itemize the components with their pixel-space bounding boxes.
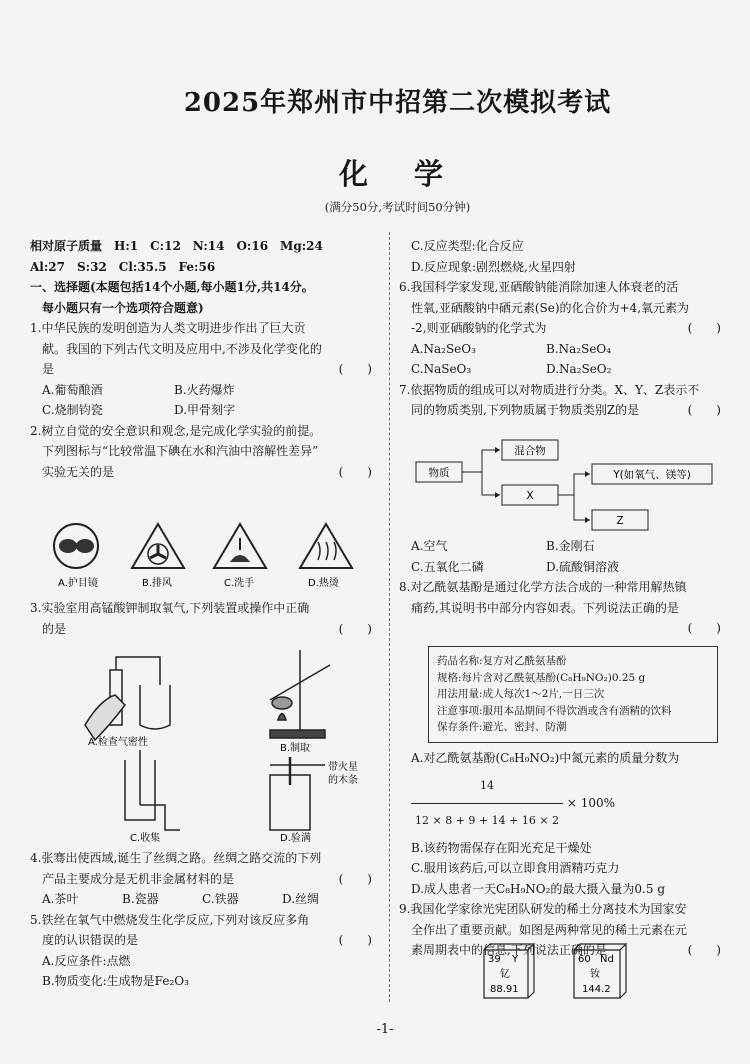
page-number: -1-	[376, 1022, 394, 1037]
q3-answer-blank: ( )	[338, 621, 372, 636]
q7-option-b: B.金刚石	[546, 539, 595, 553]
exam-note: (满分50分,考试时间50分钟)	[324, 200, 471, 214]
yttrium-symbol: Y	[512, 954, 519, 965]
q1-options-row-1	[30, 380, 380, 401]
q7-classification-diagram	[412, 438, 722, 534]
q6-option-a: A.Na₂SeO₃	[411, 341, 476, 356]
q9-element-cards	[480, 940, 650, 1004]
q9-stem-end: 素周期表中的信息,下列说法正确的是	[411, 943, 607, 957]
q3-line-2	[30, 619, 380, 640]
q7-option-d: D.硫酸铜溶液	[546, 559, 620, 574]
q8-option-d: D.成人患者一天C₈H₉NO₂的最大摄入量为0.5 g	[411, 881, 666, 896]
q3-caption-c: C.收集	[130, 833, 161, 844]
q6-option-d: D.Na₂SeO₂	[546, 362, 612, 376]
q3-apparatus-figures	[40, 645, 380, 845]
q5-answer-blank: ( )	[338, 933, 372, 947]
q4-answer-blank: ( )	[338, 871, 372, 886]
drug-label-line-1: 药品名称:复方对乙酰氨基酚	[437, 655, 567, 667]
q2-icon-label-c: C.洗手	[224, 578, 255, 589]
q1-line-1: 1.中华民族的发明创造为人类文明进步作出了巨大贡	[30, 321, 306, 335]
atomic-mass-line-2: Al:27 S:32 Cl:35.5 Fe:56	[30, 259, 216, 274]
heating-apparatus-figure	[270, 650, 330, 738]
q1-option-b: B.火药爆炸	[174, 382, 235, 397]
q6-line-2: 性氧,亚硒酸钠中硒元素(Se)的化合价为+4,氧元素为	[411, 300, 690, 315]
x-branch-lines	[558, 474, 590, 520]
q8-option-a-formula	[399, 769, 729, 838]
q8-line-1: 8.对乙酰氨基酚是通过化学方法合成的一种常用解热镇	[399, 580, 687, 594]
q6-answer-blank: ( )	[687, 321, 721, 335]
full-test-figure	[270, 757, 325, 830]
q6-line-3	[399, 318, 729, 339]
q6-line-1: 6.我国科学家发现,亚硒酸钠能消除加速人体衰老的活	[399, 280, 679, 294]
q3-label-wood-2: 的木条	[328, 775, 358, 786]
goggles-icon	[54, 524, 98, 568]
q9-line-2: 全作出了重要贡献。如图是两种常见的稀土元素在元	[411, 922, 688, 937]
formula-tail: × 100%	[566, 795, 616, 810]
q7-stem-end: 同的物质类别,下列物质属于物质类别Z的是	[411, 403, 640, 417]
atomic-mass-line-1: 相对原子质量 H:1 C:12 N:14 O:16 Mg:24	[30, 239, 323, 253]
q2-line-2: 下列图标与“比较常温下碘在水和汽油中溶解性差异”	[42, 444, 319, 458]
q1-option-d: D.甲骨刻字	[174, 403, 236, 417]
q6-stem-end: -2,则亚硒酸钠的化学式为	[411, 321, 547, 335]
q8-option-b: B.该药物需保存在阳光充足干燥处	[411, 840, 592, 855]
q6-options-row-1	[399, 339, 729, 360]
q9-answer-blank: ( )	[687, 943, 721, 957]
q6-options-row-2	[399, 359, 729, 380]
drug-label-line-2: 规格:每片含对乙酰氨基酚(C₈H₉NO₂)0.25 g	[437, 671, 646, 684]
section-1-subheading: 每小题只有一个选项符合题意)	[42, 300, 204, 315]
q8-option-a: A.对乙酰氨基酚(C₈H₉NO₂)中氮元素的质量分数为	[411, 751, 680, 765]
q8-option-c: C.服用该药后,可以立即食用酒精巧克力	[411, 861, 620, 875]
q2-icon-label-d: D.热烫	[308, 578, 339, 589]
q1-option-a: A.葡萄酿酒	[42, 382, 103, 397]
q4-option-c: C.铁器	[202, 892, 239, 906]
q2-icon-label-a: A.护目镜	[58, 578, 98, 589]
gas-collection-figure	[125, 750, 180, 830]
neodymium-mass: 144.2	[582, 984, 611, 995]
mixture-label: 混合物	[514, 445, 546, 457]
drug-label-line-4: 注意事项:服用本品期间不得饮酒或含有酒精的饮料	[437, 704, 672, 717]
q3-caption-d: D.验满	[280, 833, 311, 844]
matter-label: 物质	[428, 467, 450, 479]
q5-option-a: A.反应条件:点燃	[42, 953, 131, 968]
q6-option-c: C.NaSeO₃	[411, 362, 472, 376]
q2-answer-blank: ( )	[338, 464, 372, 479]
q4-option-b: B.瓷器	[122, 892, 159, 906]
q3-caption-a: A.检查气密性	[88, 737, 148, 748]
hand-wash-icon	[214, 524, 266, 568]
q1-options-row-2	[30, 400, 380, 421]
q1-line-2: 献。我国的下列古代文明及应用中,不涉及化学变化的	[42, 341, 322, 356]
exhaust-fan-icon	[132, 524, 184, 568]
q3-line-1: 3.实验室用高锰酸钾制取氧气,下列装置或操作中正确	[30, 601, 310, 615]
q5-option-c: C.反应类型:化合反应	[411, 239, 524, 253]
q5-line-1: 5.铁丝在氧气中燃烧发生化学反应,下列对该反应多角	[30, 912, 310, 927]
q4-line-2	[30, 869, 380, 890]
exam-title: 2025年郑州市中招第二次模拟考试	[183, 88, 612, 118]
x-label: X	[526, 490, 534, 502]
right-column	[399, 236, 729, 421]
q2-line-1: 2.树立自觉的安全意识和观念,是完成化学实验的前提。	[30, 423, 322, 438]
section-1-heading: 一、选择题(本题包括14个小题,每小题1分,共14分。	[30, 280, 314, 294]
drug-label-line-5: 保存条件:避光、密封、防潮	[437, 721, 567, 733]
q3-block	[30, 598, 380, 639]
subject-title: 化 学	[338, 157, 462, 191]
q4-stem-end: 产品主要成分是无机非金属材料的是	[42, 871, 235, 886]
q4-options	[30, 889, 380, 910]
q7-answer-blank: ( )	[687, 403, 721, 417]
q7-q8-block	[399, 536, 729, 639]
q7-option-a: A.空气	[411, 539, 448, 553]
column-divider	[389, 232, 390, 1002]
q5-option-b: B.物质变化:生成物是Fe₂O₃	[42, 974, 189, 988]
q7-line-2	[399, 400, 729, 421]
formula-denominator: 12 × 8 + 9 + 14 + 16 × 2	[415, 813, 560, 827]
left-column	[30, 236, 380, 482]
drug-label-box	[428, 646, 718, 743]
z-label: Z	[616, 515, 624, 527]
q2-line-3	[30, 462, 380, 483]
q8-options-block	[399, 748, 729, 961]
q2-stem-end: 实验无关的是	[42, 464, 115, 479]
q3-label-wood-1: 带火星	[328, 762, 358, 773]
yttrium-name: 钇	[500, 969, 510, 980]
yttrium-number: 39	[488, 954, 501, 965]
q5-stem-end: 度的认识错误的是	[42, 933, 139, 947]
q5-line-2	[30, 930, 380, 951]
q2-safety-icons	[40, 520, 380, 592]
neodymium-name: 钕	[590, 969, 600, 980]
q3-stem-end: 的是	[42, 621, 67, 636]
q2-icon-label-b: B.排风	[142, 578, 173, 589]
q1-option-c: C.烧制钧瓷	[42, 403, 103, 417]
y-label: Y(如氧气、镁等)	[613, 469, 691, 481]
q4-option-d: D.丝绸	[282, 892, 320, 906]
q1-stem-end: 是	[42, 362, 55, 376]
formula-numerator: 14	[411, 769, 563, 804]
q4-q5-block	[30, 848, 380, 992]
q3-caption-b: B.制取	[280, 743, 311, 754]
airtightness-check-figure	[85, 657, 170, 740]
q1-line-3	[30, 359, 380, 380]
q7-line-1: 7.依据物质的组成可以对物质进行分类。X、Y、Z表示不	[399, 382, 700, 397]
q8-answer-blank: ( )	[687, 621, 721, 635]
q1-answer-blank: ( )	[338, 362, 372, 376]
q4-option-a: A.茶叶	[42, 892, 79, 906]
hot-surface-icon	[300, 524, 352, 568]
q5-option-d: D.反应现象:剧烈燃烧,火星四射	[411, 259, 576, 274]
neodymium-number: 60	[578, 954, 591, 965]
q7-options-row-1	[399, 536, 729, 557]
q9-line-1: 9.我国化学家徐光宪团队研发的稀土分离技术为国家安	[399, 902, 687, 916]
yttrium-mass: 88.91	[490, 984, 519, 995]
mass-fraction-formula	[411, 769, 563, 838]
drug-label-line-3: 用法用量:成人每次1～2片,一日三次	[437, 688, 605, 700]
q6-option-b: B.Na₂SeO₄	[546, 341, 612, 356]
neodymium-symbol: Nd	[600, 954, 614, 965]
matter-branch-lines	[462, 450, 500, 495]
q7-option-c: C.五氧化二磷	[411, 559, 484, 574]
q8-line-2: 痛药,其说明书中部分内容如表。下列说法正确的是	[411, 600, 679, 615]
q7-options-row-2	[399, 557, 729, 578]
q4-line-1: 4.张骞出使西域,诞生了丝绸之路。丝绸之路交流的下列	[30, 851, 322, 865]
